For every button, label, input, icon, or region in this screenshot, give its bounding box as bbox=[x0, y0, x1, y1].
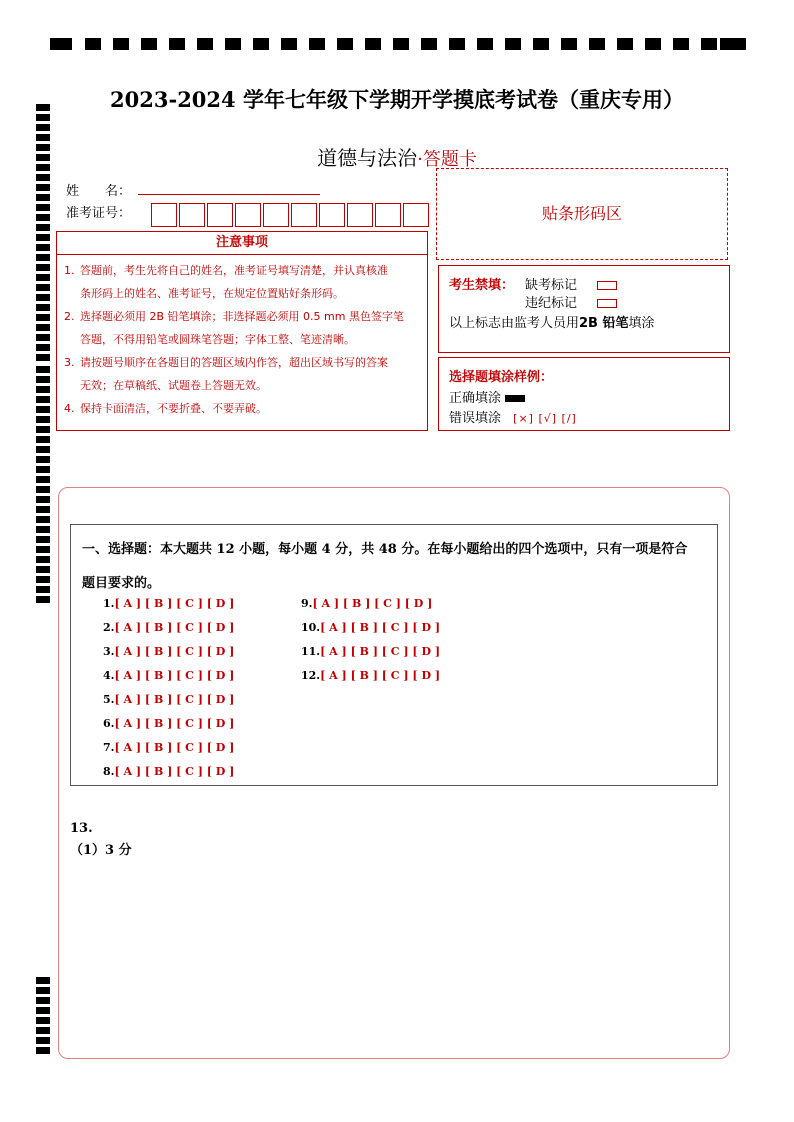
answer-options[interactable]: [ A ] [ B ] [ C ] [ D ] bbox=[114, 693, 235, 706]
question-number: 4. bbox=[103, 669, 115, 682]
exam-no-digit-box[interactable] bbox=[235, 203, 261, 227]
note-text: 以上标志由监考人员用 bbox=[449, 316, 580, 331]
choice-question[interactable] bbox=[103, 693, 234, 706]
forbidden-title: 考生禁填： bbox=[449, 278, 515, 293]
timing-mark bbox=[36, 376, 50, 383]
choice-question[interactable] bbox=[103, 765, 234, 778]
answer-options[interactable]: [ A ] [ B ] [ C ] [ D ] bbox=[320, 645, 441, 658]
question-number: 6. bbox=[103, 717, 115, 730]
absent-label: 缺考标记 bbox=[525, 278, 578, 293]
violation-mark-row bbox=[525, 292, 617, 311]
question-number: 9. bbox=[301, 597, 313, 610]
question-number: 1. bbox=[103, 597, 115, 610]
timing-mark bbox=[36, 446, 50, 453]
answer-options[interactable]: [ A ] [ B ] [ C ] [ D ] bbox=[312, 597, 433, 610]
timing-mark bbox=[36, 997, 50, 1004]
timing-mark bbox=[561, 38, 577, 50]
timing-mark bbox=[36, 486, 50, 493]
timing-mark bbox=[477, 38, 493, 50]
timing-mark bbox=[36, 396, 50, 403]
notice-text: 答题，不得用铅笔或圆珠笔答题；字体工整、笔迹清晰。 bbox=[80, 333, 355, 346]
timing-mark bbox=[36, 134, 50, 141]
timing-mark bbox=[421, 38, 437, 50]
choice-question[interactable] bbox=[103, 717, 234, 730]
timing-mark bbox=[365, 38, 381, 50]
timing-mark bbox=[36, 416, 50, 423]
exam-no-digit-box[interactable] bbox=[151, 203, 177, 227]
timing-mark bbox=[36, 566, 50, 573]
timing-mark bbox=[85, 38, 101, 50]
notice-item bbox=[64, 305, 424, 351]
timing-mark bbox=[36, 174, 50, 181]
timing-mark bbox=[36, 274, 50, 281]
absent-mark-row bbox=[525, 274, 617, 293]
answer-options[interactable]: [ A ] [ B ] [ C ] [ D ] bbox=[114, 597, 235, 610]
choice-question[interactable] bbox=[301, 645, 440, 658]
wrong-fill-row bbox=[449, 407, 577, 426]
timing-mark bbox=[36, 194, 50, 201]
violation-label: 违纪标记 bbox=[525, 296, 578, 311]
sample-title: 选择题填涂样例： bbox=[449, 370, 554, 385]
barcode-label: 贴条形码区 bbox=[541, 204, 622, 223]
question-13[interactable] bbox=[70, 818, 132, 862]
question-number: 7. bbox=[103, 741, 115, 754]
forbidden-note bbox=[449, 312, 655, 331]
top-timing-marks bbox=[50, 38, 746, 52]
timing-mark bbox=[36, 254, 50, 261]
timing-mark bbox=[36, 456, 50, 463]
section-heading-line: 题目要求的。 bbox=[82, 576, 161, 591]
timing-mark bbox=[36, 204, 50, 211]
timing-mark bbox=[36, 987, 50, 994]
question-number: 3. bbox=[103, 645, 115, 658]
wrong-fill-marks: [×] [√] [/] bbox=[513, 412, 577, 425]
notice-text: 选择题必须用 2B 铅笔填涂；非选择题必须用 0.5 mm 黑色签字笔 bbox=[80, 310, 404, 323]
timing-mark bbox=[505, 38, 521, 50]
section-heading-line: 一、选择题：本大题共 12 小题，每小题 4 分，共 48 分。在每小题给出的四个选项中，只有一项是符合 bbox=[82, 542, 688, 557]
timing-mark bbox=[337, 38, 353, 50]
correct-fill-row bbox=[449, 387, 525, 406]
timing-mark bbox=[449, 38, 465, 50]
answer-options[interactable]: [ A ] [ B ] [ C ] [ D ] bbox=[320, 621, 441, 634]
timing-mark bbox=[589, 38, 605, 50]
sheet-subtitle bbox=[0, 142, 794, 171]
timing-mark bbox=[36, 294, 50, 301]
question-number: 10. bbox=[301, 621, 321, 634]
notice-item bbox=[64, 397, 424, 420]
fill-sample-box bbox=[438, 357, 730, 431]
choice-question[interactable] bbox=[301, 621, 440, 634]
exam-no-digit-box[interactable] bbox=[403, 203, 429, 227]
timing-mark bbox=[36, 354, 50, 361]
timing-mark bbox=[36, 264, 50, 271]
timing-mark bbox=[36, 1047, 50, 1054]
multiple-choice-section bbox=[70, 524, 718, 786]
exam-no-digit-box[interactable] bbox=[291, 203, 317, 227]
timing-mark bbox=[36, 436, 50, 443]
timing-mark bbox=[701, 38, 717, 50]
timing-mark bbox=[253, 38, 269, 50]
absent-mark-box[interactable] bbox=[597, 281, 617, 290]
notice-item bbox=[64, 259, 424, 305]
answer-options[interactable]: [ A ] [ B ] [ C ] [ D ] bbox=[114, 765, 235, 778]
notice-num: 3. bbox=[64, 356, 75, 369]
barcode-area bbox=[436, 168, 728, 260]
timing-mark bbox=[36, 114, 50, 121]
notice-num: 4. bbox=[64, 402, 75, 415]
timing-mark bbox=[36, 314, 50, 321]
timing-mark bbox=[113, 38, 129, 50]
timing-mark bbox=[309, 38, 325, 50]
exam-no-boxes[interactable] bbox=[151, 203, 431, 227]
choice-question[interactable] bbox=[103, 741, 234, 754]
notice-box bbox=[56, 231, 428, 431]
exam-no-digit-box[interactable] bbox=[319, 203, 345, 227]
timing-mark bbox=[36, 386, 50, 393]
choice-question[interactable] bbox=[103, 645, 234, 658]
timing-mark bbox=[36, 466, 50, 473]
question-number: 2. bbox=[103, 621, 115, 634]
exam-no-digit-box[interactable] bbox=[375, 203, 401, 227]
timing-mark bbox=[36, 334, 50, 341]
question-number: 12. bbox=[301, 669, 321, 682]
timing-mark bbox=[36, 244, 50, 251]
question-number: 8. bbox=[103, 765, 115, 778]
correct-label: 正确填涂 bbox=[449, 391, 502, 406]
timing-mark bbox=[36, 284, 50, 291]
timing-mark bbox=[36, 324, 50, 331]
timing-mark bbox=[673, 38, 689, 50]
answer-options[interactable]: [ A ] [ B ] [ C ] [ D ] bbox=[114, 621, 235, 634]
choice-question[interactable] bbox=[103, 669, 234, 682]
question-number: 13. bbox=[70, 821, 93, 836]
timing-mark bbox=[533, 38, 549, 50]
notice-text: 无效；在草稿纸、试题卷上答题无效。 bbox=[80, 379, 267, 392]
timing-mark bbox=[617, 38, 633, 50]
timing-mark bbox=[141, 38, 157, 50]
timing-mark bbox=[36, 546, 50, 553]
timing-mark bbox=[36, 304, 50, 311]
exam-no-digit-box[interactable] bbox=[179, 203, 205, 227]
notice-text: 保持卡面清洁，不要折叠、不要弄破。 bbox=[80, 402, 267, 415]
timing-mark bbox=[36, 214, 50, 221]
timing-mark bbox=[36, 977, 50, 984]
choice-question[interactable] bbox=[301, 669, 440, 682]
choice-question[interactable] bbox=[301, 597, 432, 610]
timing-mark bbox=[36, 526, 50, 533]
timing-mark bbox=[36, 1027, 50, 1034]
notice-item bbox=[64, 351, 424, 397]
answer-options[interactable]: [ A ] [ B ] [ C ] [ D ] bbox=[114, 669, 235, 682]
timing-mark bbox=[36, 224, 50, 231]
wrong-label: 错误填涂 bbox=[449, 411, 502, 426]
timing-mark bbox=[281, 38, 297, 50]
timing-mark bbox=[36, 366, 50, 373]
exam-no-digit-box[interactable] bbox=[347, 203, 373, 227]
question-number: 11. bbox=[301, 645, 321, 658]
exam-no-label: 准考证号： bbox=[66, 206, 132, 221]
choice-question[interactable] bbox=[103, 597, 234, 610]
timing-mark bbox=[36, 516, 50, 523]
notice-num: 1. bbox=[64, 264, 75, 277]
timing-mark bbox=[645, 38, 661, 50]
timing-mark bbox=[50, 38, 72, 50]
timing-mark bbox=[36, 476, 50, 483]
answer-options[interactable]: [ A ] [ B ] [ C ] [ D ] bbox=[114, 717, 235, 730]
sheet-label: ·答题卡 bbox=[417, 149, 477, 170]
question-number: 5. bbox=[103, 693, 115, 706]
timing-mark bbox=[36, 234, 50, 241]
timing-mark bbox=[36, 496, 50, 503]
notice-num: 2. bbox=[64, 310, 75, 323]
timing-mark bbox=[36, 536, 50, 543]
timing-mark bbox=[36, 426, 50, 433]
timing-mark bbox=[36, 406, 50, 413]
timing-mark bbox=[36, 596, 50, 603]
timing-mark bbox=[36, 576, 50, 583]
correct-fill-mark bbox=[505, 395, 525, 402]
answer-options[interactable]: [ A ] [ B ] [ C ] [ D ] bbox=[114, 645, 235, 658]
exam-no-digit-box[interactable] bbox=[207, 203, 233, 227]
exam-title: 2023-2024 学年七年级下学期开学摸底考试卷（重庆专用） bbox=[110, 87, 684, 112]
name-field[interactable] bbox=[138, 193, 320, 195]
note-text: 填涂 bbox=[628, 316, 655, 331]
note-bold: 2B 铅笔 bbox=[579, 316, 629, 331]
notice-text: 条形码上的姓名、准考证号，在规定位置贴好条形码。 bbox=[80, 287, 344, 300]
notice-text: 请按题号顺序在各题目的答题区域内作答，超出区域书写的答案 bbox=[80, 356, 388, 369]
notice-text: 答题前，考生先将自己的姓名，准考证号填写清楚，并认真核准 bbox=[80, 264, 388, 277]
timing-mark bbox=[197, 38, 213, 50]
question-part: （1）3 分 bbox=[70, 843, 132, 858]
answer-options[interactable]: [ A ] [ B ] [ C ] [ D ] bbox=[320, 669, 441, 682]
violation-mark-box[interactable] bbox=[597, 299, 617, 308]
timing-mark bbox=[720, 38, 746, 50]
notice-title: 注意事项 bbox=[57, 232, 427, 255]
answer-options[interactable]: [ A ] [ B ] [ C ] [ D ] bbox=[114, 741, 235, 754]
timing-mark bbox=[36, 556, 50, 563]
timing-mark bbox=[36, 1017, 50, 1024]
section-heading bbox=[82, 533, 712, 601]
timing-mark bbox=[36, 506, 50, 513]
timing-mark bbox=[36, 184, 50, 191]
timing-mark bbox=[36, 1037, 50, 1044]
choice-question[interactable] bbox=[103, 621, 234, 634]
timing-mark bbox=[393, 38, 409, 50]
timing-mark bbox=[169, 38, 185, 50]
timing-mark bbox=[225, 38, 241, 50]
forbidden-box bbox=[438, 265, 730, 353]
timing-mark bbox=[36, 586, 50, 593]
timing-mark bbox=[36, 1007, 50, 1014]
timing-mark bbox=[36, 344, 50, 351]
timing-mark bbox=[36, 124, 50, 131]
exam-no-digit-box[interactable] bbox=[263, 203, 289, 227]
name-label: 姓 名： bbox=[66, 184, 132, 199]
subject-name: 道德与法治 bbox=[317, 146, 418, 170]
